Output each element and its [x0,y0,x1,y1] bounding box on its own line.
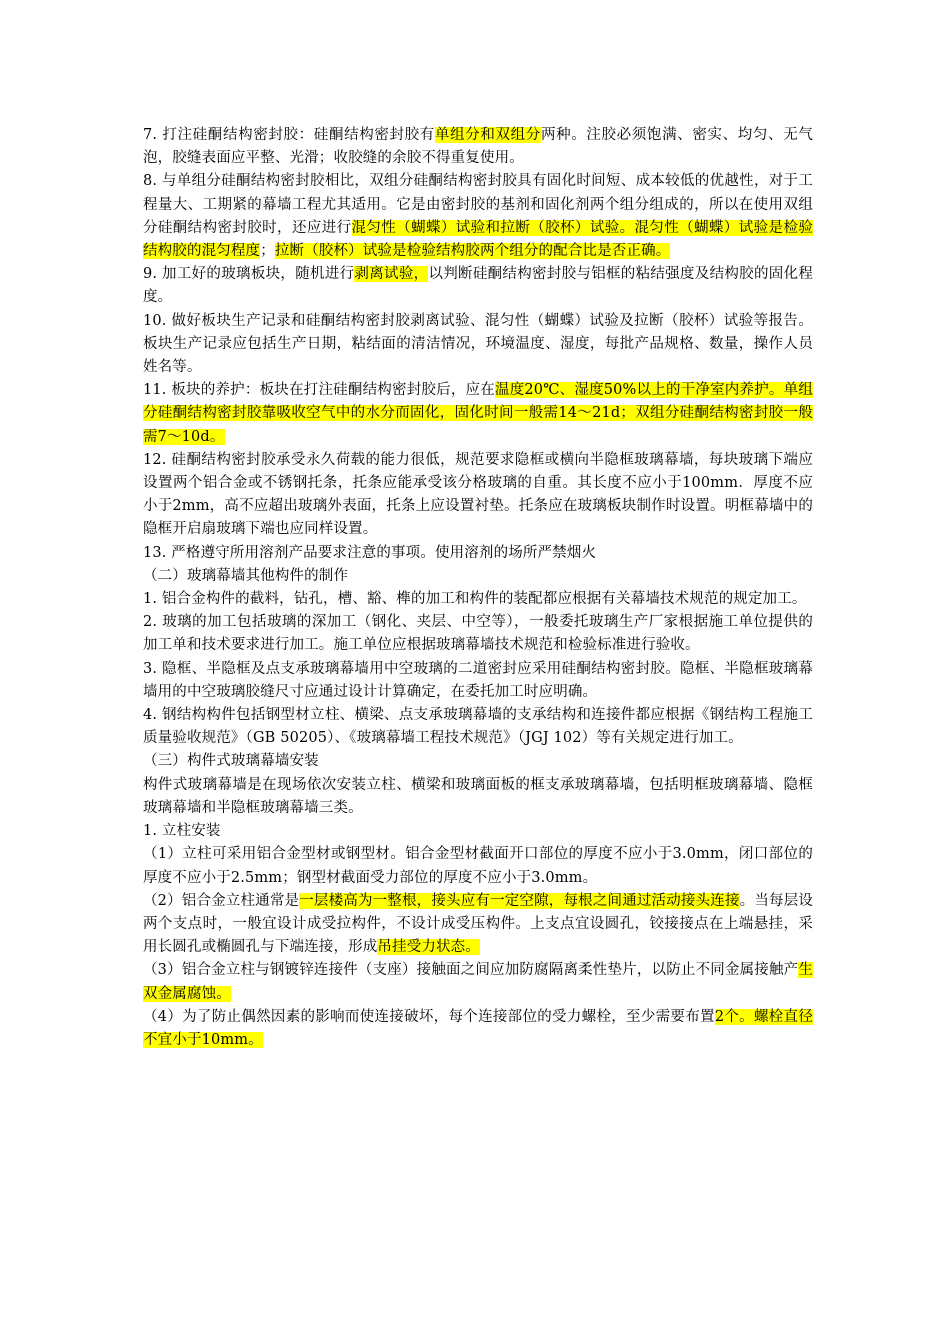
paragraph-q3 [143,658,813,704]
paragraph-q1 [143,588,813,611]
paragraph-text: 以判断硅酮结构密封胶与铝框的粘结强度及结构胶的固化程度。 [143,266,814,306]
paragraph-q2 [143,611,813,657]
paragraph-s3 [143,959,813,1005]
paragraph-r1 [143,820,813,843]
highlighted-text: 温度20℃、湿度50%以上的干净室内养护。单组分硅酮结构密封胶靠吸收空气中的水分而固化，固化时间一般需14～21d；双组分硅酮结构密封胶一般需7～10d。 [143,382,813,445]
paragraph-text: 3. 隐框、半隐框及点支承玻璃幕墙用中空玻璃的二道密封应采用硅酮结构密封胶。隐框、半隐框玻璃幕墙用的中空玻璃胶缝尺寸应通过设计计算确定，在委托加工时应明确。 [143,660,813,700]
paragraph-text: （4）为了防止偶然因素的影响而使连接破坏，每个连接部位的受力螺栓，至少需要布置 [143,1008,715,1025]
paragraph-p9 [143,263,813,309]
highlighted-text: 单组分和双组分 [434,127,541,143]
paragraph-text: 2. 玻璃的加工包括玻璃的深加工（钢化、夹层、中空等），一般委托玻璃生产厂家根据施工单位提供的加工单和技术要求进行加工。施工单位应根据玻璃幕墙技术规范和检验标准进行验收。 [143,614,813,654]
highlighted-text: 剥离试验， [354,266,429,283]
paragraph-text: 12. 硅酮结构密封胶承受永久荷载的能力很低，规范要求隐框或横向半隐框玻璃幕墙，每块玻璃下端应设置两个铝合金或不锈钢托条，托条应能承受该分格玻璃的自重。其长度不应小于100mm．厚度不应小于2mm，高不应超出玻璃外表面，托条上应设置衬垫。托条应在玻璃板块制作时设置。明框幕墙中的隐框开启扇玻璃下端也应同样设置。 [143,451,813,538]
paragraph-s1 [143,843,813,889]
paragraph-text: 10. 做好板块生产记录和硅酮结构密封胶剥离试验、混匀性（蝴蝶）试验及拉断（胶杯）试验等报告。板块生产记录应包括生产日期，粘结面的清洁情况，环境温度、湿度，每批产品规格、数量，操作人员姓名等。 [143,312,813,376]
paragraph-p7 [143,124,813,170]
paragraph-p13 [143,542,813,565]
highlighted-text: 拉断（胶杯）试验是检验结构胶两个组分的配合比是否正确。 [274,243,671,260]
paragraph-text: 。当每层设两个支点时，一般宜设计成受拉构件，不设计成受压构件。上支点宜设圆孔，铰接接点在上端悬挂，采用长圆孔或椭圆孔与下端连接，形成 [143,892,814,956]
paragraph-h2 [143,565,813,588]
paragraph-q4 [143,704,813,750]
paragraph-text: 4. 钢结构构件包括钢型材立柱、横梁、点支承玻璃幕墙的支承结构和连接件都应根据《钢结构工程施工质量验收规范》（GB 50205）、《玻璃幕墙工程技术规范》（JGJ 102）等有关规定进行加工。 [143,707,813,747]
highlighted-text: 吊挂受力状态。 [377,939,480,956]
paragraph-text: 13. 严格遵守所用溶剂产品要求注意的事项。使用溶剂的场所严禁烟火 [143,544,597,561]
highlighted-text: 一层楼高为一整根，接头应有一定空隙，每根之间通过活动接头连接 [299,892,740,909]
paragraph-s4 [143,1006,813,1052]
paragraph-text: 构件式玻璃幕墙是在现场依次安装立柱、横梁和玻璃面板的框支承玻璃幕墙，包括明框玻璃幕墙、隐框玻璃幕墙和半隐框玻璃幕墙三类。 [143,776,813,816]
paragraph-text: （3）铝合金立柱与钢镀锌连接件（支座）接触面之间应加防腐隔离柔性垫片，以防止不同金属接触产 [143,962,799,979]
paragraph-r0 [143,774,813,820]
paragraph-text: ； [260,243,275,260]
paragraph-text: 11. 板块的养护：板块在打注硅酮结构密封胶后，应在 [143,382,495,399]
paragraph-text: （二）玻璃幕墙其他构件的制作 [143,567,349,584]
paragraph-text: （2）铝合金立柱通常是 [143,892,300,909]
paragraph-p11 [143,379,813,449]
highlighted-text: 混匀性（蝴蝶）试验和拉断（胶杯）试验。混匀性（蝴蝶）试验是检验结构胶的混匀程度 [143,219,813,260]
paragraph-p8 [143,170,813,263]
highlighted-text: 2个。螺栓直径不宜小于10mm。 [143,1008,813,1048]
paragraph-text: 8. 与单组分硅酮结构密封胶相比，双组分硅酮结构密封胶具有固化时间短、成本较低的优越性，对于工程量大、工期紧的幕墙工程尤其适用。它是由密封胶的基剂和固化剂两个组分组成的，所以在使用双组分硅酮结构密封胶时，还应进行 [143,173,813,236]
paragraph-text: 1. 立柱安装 [143,823,221,840]
paragraph-p10 [143,310,813,380]
paragraph-text: 7. 打注硅酮结构密封胶：硅酮结构密封胶有 [143,127,435,143]
highlighted-text: 生双金属腐蚀。 [143,962,813,1002]
paragraph-text: 两种。注胶必须饱满、密实、均匀、无气泡，胶缝表面应平整、光滑；收胶缝的余胶不得重复使用。 [143,127,813,167]
paragraph-text: （三）构件式玻璃幕墙安装 [143,753,319,770]
paragraph-text: 9. 加工好的玻璃板块，随机进行 [143,266,355,283]
paragraph-s2 [143,890,813,960]
paragraph-text: 1. 铝合金构件的截料，钻孔，槽、豁、榫的加工和构件的装配都应根据有关幕墙技术规范的规定加工。 [143,591,807,608]
document-body [143,124,813,1052]
paragraph-p12 [143,449,813,542]
paragraph-text: （1）立柱可采用铝合金型材或钢型材。铝合金型材截面开口部位的厚度不应小于3.0mm，闭口部位的厚度不应小于2.5mm；钢型材截面受力部位的厚度不应小于3.0mm。 [143,846,813,886]
paragraph-h3 [143,750,813,773]
